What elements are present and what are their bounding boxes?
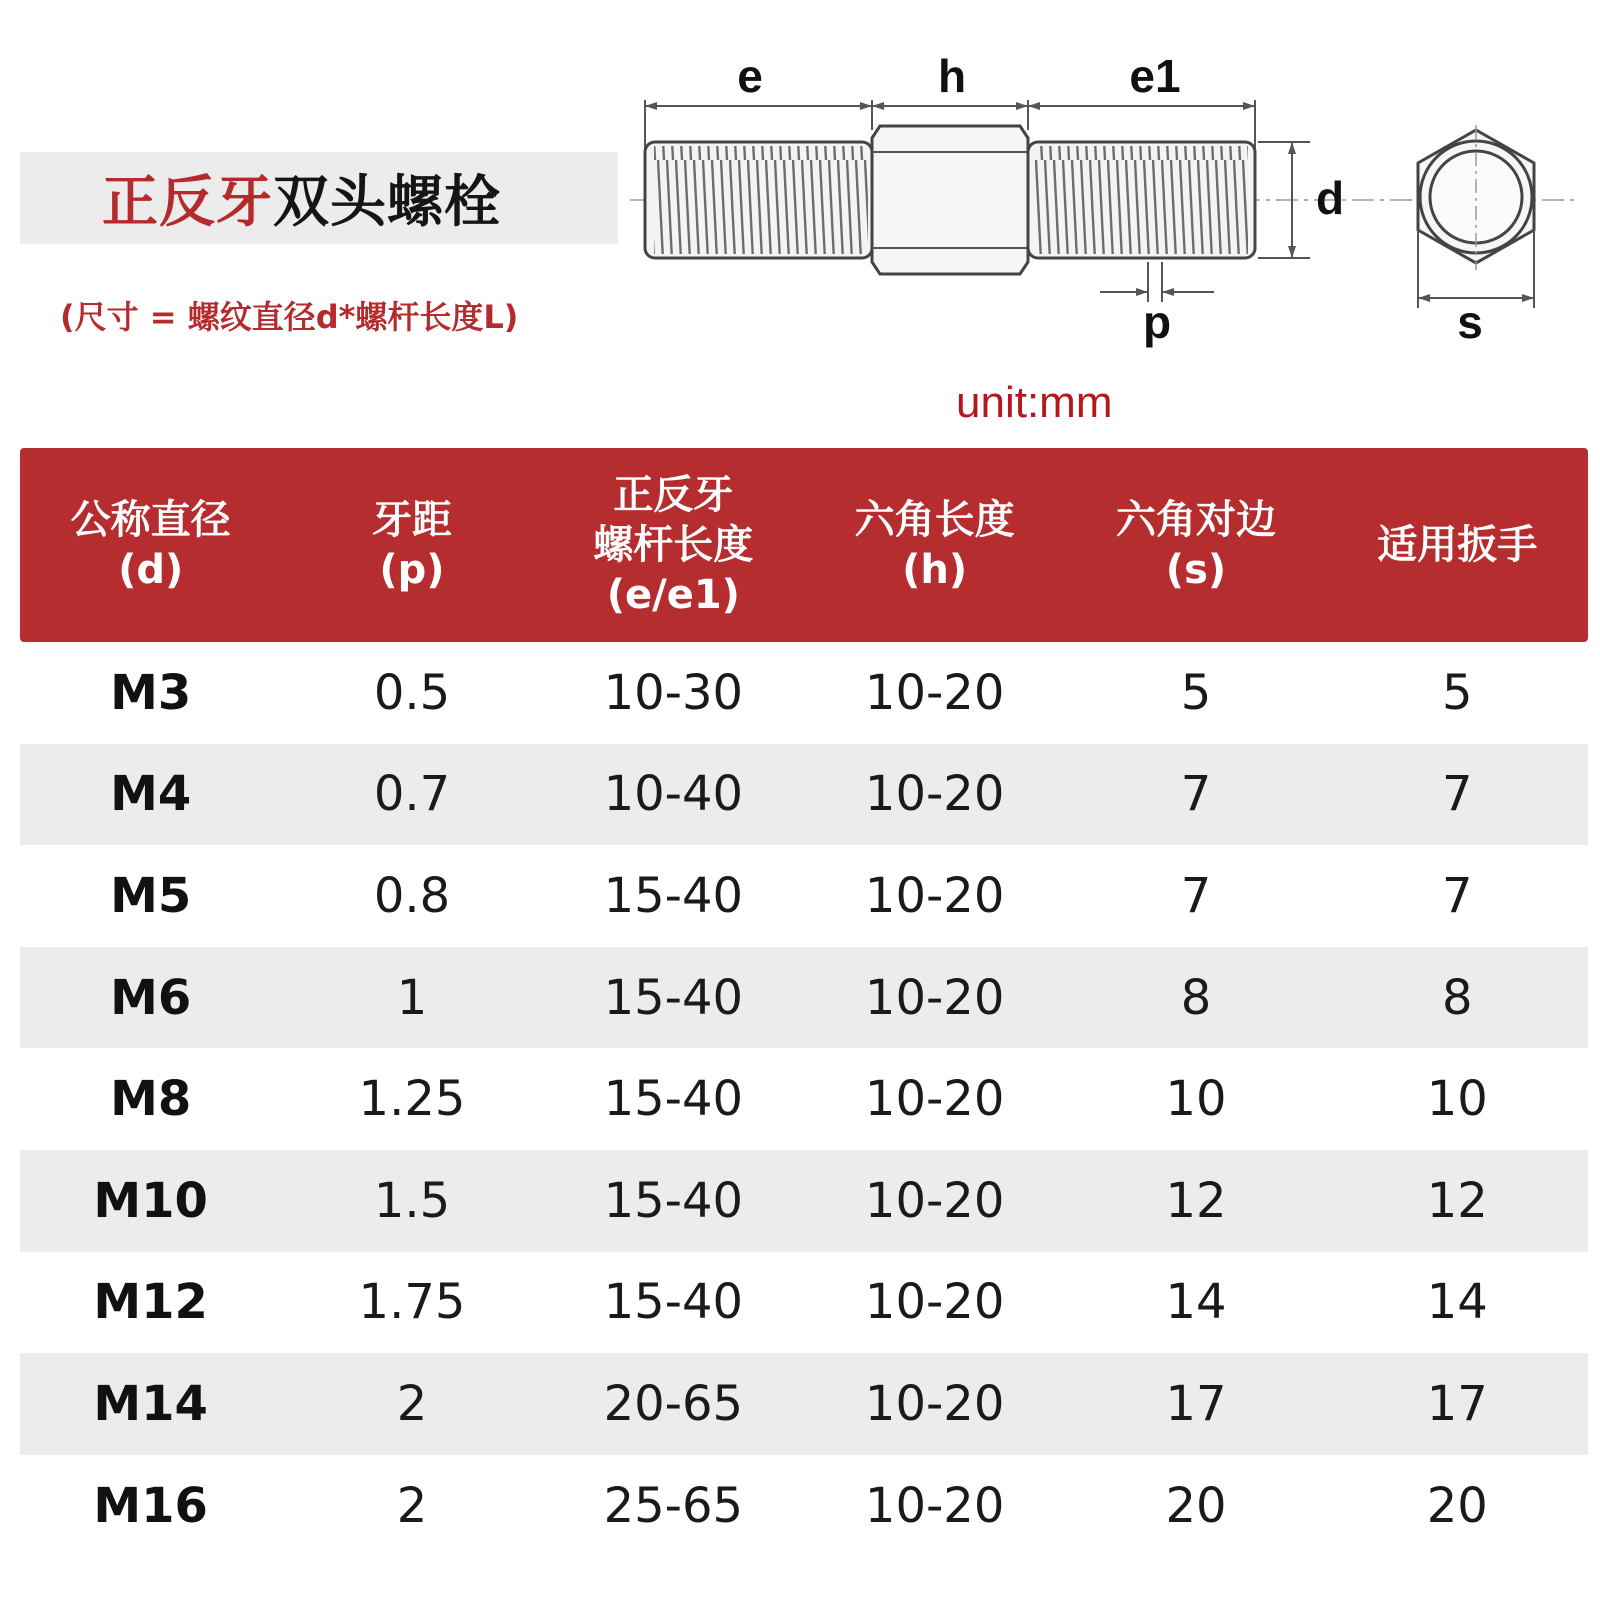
- header-pitch: [281, 448, 542, 642]
- cell-pitch: 1.75: [358, 1274, 466, 1331]
- header-text: (s): [1165, 547, 1227, 593]
- header-text: 六角长度: [854, 497, 1015, 543]
- cell-hex-length: 10-20: [864, 1274, 1005, 1331]
- cell-rod-length: 15-40: [603, 1071, 744, 1128]
- cell-hex-across-flats: 17: [1165, 1375, 1227, 1432]
- size-note: (尺寸 = 螺纹直径d*螺杆长度L): [60, 298, 519, 336]
- cell-diameter: M16: [93, 1477, 208, 1534]
- cell-hex-across-flats: 5: [1180, 664, 1212, 721]
- table-row: [20, 1455, 1588, 1557]
- table-row: [20, 1252, 1588, 1354]
- cell-rod-length: 25-65: [603, 1477, 744, 1534]
- cell-pitch: 1: [396, 969, 428, 1026]
- cell-hex-length: 10-20: [864, 969, 1005, 1026]
- cell-pitch: 0.7: [373, 766, 451, 823]
- hex-nut-side: [872, 126, 1028, 274]
- cell-hex-across-flats: 8: [1180, 969, 1212, 1026]
- label-d: d: [1316, 172, 1345, 224]
- cell-hex-across-flats: 12: [1165, 1172, 1227, 1229]
- cell-wrench: 5: [1442, 664, 1473, 721]
- cell-hex-length: 10-20: [864, 1172, 1005, 1229]
- cell-diameter: M14: [93, 1375, 208, 1432]
- spec-table: [20, 448, 1588, 1556]
- table-row: [20, 1353, 1588, 1455]
- cell-hex-across-flats: 7: [1180, 766, 1212, 823]
- header-text: 公称直径: [70, 497, 231, 543]
- cell-hex-across-flats: 10: [1165, 1071, 1227, 1128]
- cell-rod-length: 15-40: [603, 969, 744, 1026]
- title-black-part: 双头螺栓: [273, 170, 501, 235]
- table-row: [20, 744, 1588, 846]
- header-hex-length: [804, 448, 1065, 642]
- table-row: [20, 1048, 1588, 1150]
- cell-rod-length: 20-65: [603, 1375, 744, 1432]
- header-text: (d): [118, 547, 184, 593]
- cell-diameter: M8: [110, 1071, 192, 1128]
- table-row: [20, 642, 1588, 744]
- cell-pitch: 1.5: [373, 1172, 451, 1229]
- cell-hex-across-flats: 20: [1165, 1477, 1227, 1534]
- cell-pitch: 0.5: [373, 664, 451, 721]
- cell-diameter: M5: [110, 867, 192, 924]
- bolt-dimension-diagram: [630, 40, 1590, 370]
- cell-pitch: 1.25: [358, 1071, 466, 1128]
- label-h: h: [937, 50, 967, 102]
- table-header: [20, 448, 1588, 642]
- cell-wrench: 7: [1442, 766, 1473, 823]
- cell-pitch: 2: [396, 1477, 428, 1534]
- title-red-part: 正反牙: [102, 170, 273, 235]
- header-text: 正反牙: [613, 472, 734, 518]
- header-text: 适用扳手: [1377, 522, 1538, 568]
- cell-rod-length: 15-40: [603, 867, 744, 924]
- cell-wrench: 12: [1426, 1172, 1488, 1229]
- header-diameter: [20, 448, 281, 642]
- bolt-drawing: [630, 40, 1590, 370]
- cell-diameter: M4: [110, 766, 192, 823]
- header-text: (p): [379, 547, 445, 593]
- cell-diameter: M12: [93, 1274, 208, 1331]
- label-p: p: [1142, 296, 1172, 348]
- cell-rod-length: 15-40: [603, 1274, 744, 1331]
- header-text: 牙距: [371, 497, 452, 543]
- cell-hex-length: 10-20: [864, 1071, 1005, 1128]
- cell-hex-length: 10-20: [864, 867, 1005, 924]
- cell-pitch: 0.8: [373, 867, 451, 924]
- label-s: s: [1457, 296, 1483, 348]
- table-row: [20, 1150, 1588, 1252]
- right-thread-lines: [1034, 146, 1248, 254]
- cell-hex-length: 10-20: [864, 766, 1005, 823]
- table-row: [20, 845, 1588, 947]
- cell-wrench: 10: [1426, 1071, 1488, 1128]
- header-text: 螺杆长度: [593, 522, 754, 568]
- cell-wrench: 17: [1426, 1375, 1488, 1432]
- header-hex-across-flats: [1065, 448, 1326, 642]
- cell-diameter: M3: [110, 664, 192, 721]
- page-title: [102, 158, 501, 238]
- cell-rod-length: 15-40: [603, 1172, 744, 1229]
- cell-diameter: M10: [93, 1172, 208, 1229]
- left-thread-lines: [654, 146, 868, 254]
- header-text: 六角对边: [1115, 497, 1276, 543]
- cell-wrench: 7: [1442, 867, 1473, 924]
- header-text: (h): [902, 547, 968, 593]
- cell-wrench: 20: [1426, 1477, 1488, 1534]
- title-banner: [20, 152, 618, 244]
- cell-hex-length: 10-20: [864, 1375, 1005, 1432]
- cell-rod-length: 10-30: [603, 664, 744, 721]
- label-e1: e1: [1129, 50, 1181, 102]
- cell-hex-across-flats: 14: [1165, 1274, 1227, 1331]
- header-rod-length: [543, 448, 804, 642]
- cell-hex-length: 10-20: [864, 664, 1005, 721]
- cell-rod-length: 10-40: [603, 766, 744, 823]
- header-wrench: [1327, 448, 1588, 642]
- header-text: (e/e1): [606, 572, 740, 618]
- cell-diameter: M6: [110, 969, 192, 1026]
- cell-wrench: 14: [1426, 1274, 1488, 1331]
- cell-hex-length: 10-20: [864, 1477, 1005, 1534]
- table-row: [20, 947, 1588, 1049]
- cell-hex-across-flats: 7: [1180, 867, 1212, 924]
- unit-label: unit:mm: [956, 378, 1113, 427]
- cell-wrench: 8: [1442, 969, 1473, 1026]
- label-e: e: [737, 50, 763, 102]
- cell-pitch: 2: [396, 1375, 428, 1432]
